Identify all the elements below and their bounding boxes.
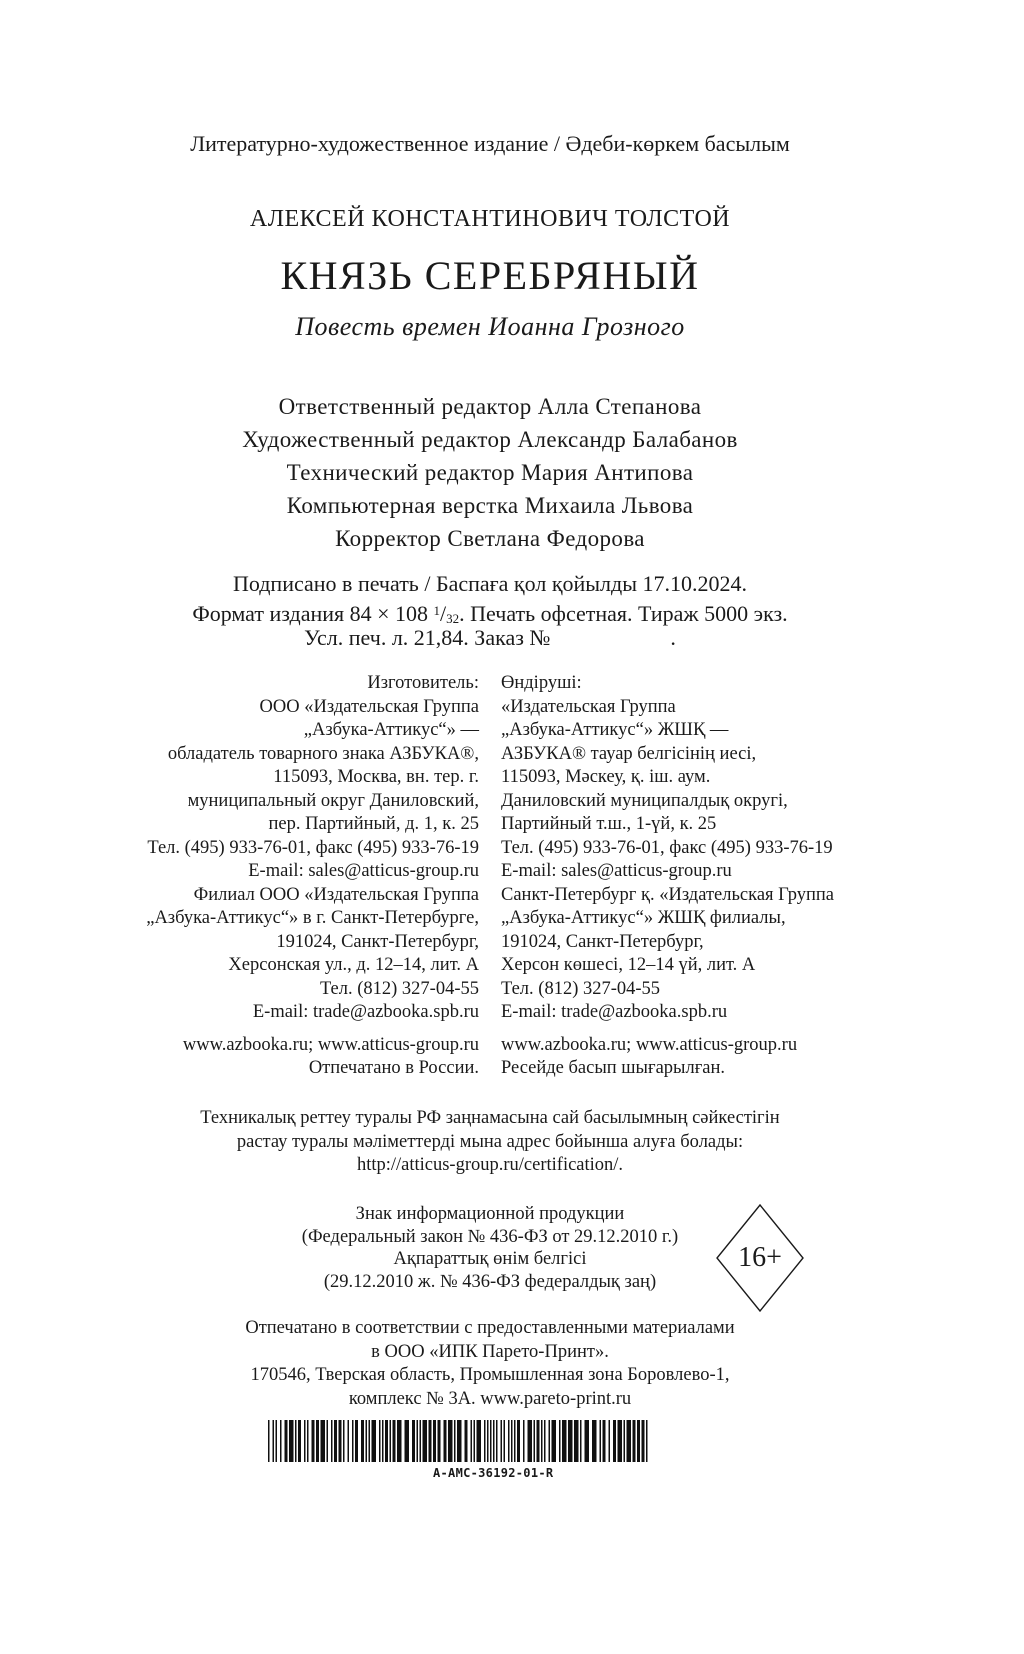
printer-line: в ООО «ИПК Парето-Принт». (371, 1341, 609, 1362)
note-line: растау туралы мәліметтерді мына адрес бойынша алуға болады: (236, 1131, 744, 1152)
barcode-bar (423, 1420, 428, 1462)
edition-type: Литературно-художественное издание / Әдеби-көркем басылым (190, 131, 790, 156)
barcode-bar (289, 1420, 294, 1462)
imprint-line: Ресейде басып шығарылған. (501, 1058, 726, 1078)
signed-date: Подписано в печать / Баспаға қол қойылды 17.10.2024. (232, 571, 748, 596)
imprint-russian (146, 672, 479, 1081)
sign-line: Ақпараттық өнім белгісі (393, 1249, 587, 1269)
barcode-bar (457, 1420, 462, 1462)
barcode-bar (609, 1420, 611, 1462)
barcode (268, 1420, 652, 1462)
imprint-line: E-mail: sales@atticus-group.ru (501, 861, 732, 881)
barcode-bar (568, 1420, 573, 1462)
imprint-line: Херсон көшесі, 12–14 үй, лит. А (501, 955, 756, 975)
barcode-bar (366, 1420, 368, 1462)
barcode-bar (268, 1420, 270, 1462)
barcode-bar (385, 1420, 388, 1462)
imprint-line: пер. Партийный, д. 1, к. 25 (268, 814, 479, 834)
barcode-bar (454, 1420, 456, 1462)
barcode-bar (627, 1420, 632, 1462)
barcode-bar (429, 1420, 432, 1462)
credit-line: Корректор Светлана Федорова (335, 526, 645, 551)
format-numerator: 1 (433, 603, 441, 618)
imprint-line: www.azbooka.ru; www.atticus-group.ru (501, 1034, 798, 1055)
imprint-line: Тел. (812) 327-04-55 (501, 978, 661, 999)
imprint-line: Отпечатано в России. (308, 1058, 479, 1078)
imprint-line: «Издательская Группа (501, 696, 676, 717)
imprint-kazakh (501, 672, 834, 1081)
barcode-bar (417, 1420, 419, 1462)
barcode-bar (504, 1420, 506, 1462)
imprint-line: 191024, Санкт-Петербург, (501, 931, 704, 952)
barcode-bar (280, 1420, 282, 1462)
imprint-line: „Азбука-Аттикус“» ЖШҚ — (501, 720, 729, 740)
barcode-bar (390, 1420, 392, 1462)
imprint-line: 115093, Мәскеу, қ. іш. аум. (501, 767, 711, 787)
barcode-bar (331, 1420, 333, 1462)
barcode-bar (304, 1420, 306, 1462)
imprint-line: Тел. (812) 327-04-55 (319, 978, 479, 999)
barcode-bar (348, 1420, 350, 1462)
imprint-line: E-mail: trade@azbooka.spb.ru (252, 1002, 479, 1022)
barcode-bar (321, 1420, 326, 1462)
barcode-bar (361, 1420, 364, 1462)
imprint-line: обладатель товарного знака АЗБУКА®, (167, 743, 479, 764)
sign-line: (Федеральный закон № 436-ФЗ от 29.12.2010 г.) (301, 1226, 679, 1247)
barcode-bar (343, 1420, 345, 1462)
format-line: Формат издания 84 × 108 $^1$/32. Печать офсетная. Тираж 5000 экз. (192, 601, 788, 626)
barcode-bar (541, 1420, 543, 1462)
sheets-end: . (670, 625, 676, 650)
imprint-line: Изготовитель: (367, 673, 479, 693)
barcode-bar (276, 1420, 278, 1462)
printer-line: Отпечатано в соответствии с предоставленными материалами (245, 1318, 735, 1338)
barcode-bar (372, 1420, 377, 1462)
barcode-bar (603, 1420, 606, 1462)
note-line: Техникалық реттеу туралы РФ заңнамасына сай басылымның сәйкестігін (200, 1108, 780, 1128)
tech-regulation-note (0, 1107, 1002, 1178)
book-title: КНЯЗЬ СЕРЕБРЯНЫЙ (280, 253, 700, 298)
barcode-bar (633, 1420, 636, 1462)
barcode-bar (295, 1420, 297, 1462)
barcode-bar (285, 1420, 288, 1462)
barcode-bar (273, 1420, 275, 1462)
barcode-bar (559, 1420, 561, 1462)
imprint-line: Санкт-Петербург қ. «Издательская Группа (501, 884, 834, 905)
imprint-line: „Азбука-Аттикус“» в г. Санкт-Петербурге, (146, 908, 479, 928)
barcode-bar (433, 1420, 436, 1462)
barcode-bar (298, 1420, 301, 1462)
barcode-bar (487, 1420, 489, 1462)
imprint-line: Өндіруші: (501, 673, 582, 693)
printer-info (0, 1317, 1002, 1411)
print-info (0, 570, 1002, 651)
printer-line: 170546, Тверская область, Промышленная зона Боровлево-1, (250, 1365, 730, 1385)
barcode-bar (517, 1420, 520, 1462)
sheets-line (0, 624, 1002, 651)
imprint-line: муниципальный округ Даниловский, (187, 790, 479, 811)
barcode-bar (312, 1420, 315, 1462)
book-subtitle: Повесть времен Иоанна Грозного (295, 312, 685, 341)
barcode-bar (438, 1420, 441, 1462)
age-rating-badge (715, 1203, 805, 1313)
barcode-bar (316, 1420, 319, 1462)
imprint-line: „Азбука-Аттикус“» — (303, 720, 479, 740)
credit-line: Художественный редактор Александр Балабанов (242, 427, 738, 452)
barcode-bar (393, 1420, 396, 1462)
barcode-bar (339, 1420, 342, 1462)
credit-line: Ответственный редактор Алла Степанова (278, 394, 702, 419)
barcode-bar (528, 1420, 533, 1462)
imprint-line: Даниловский муниципалдық округі, (501, 790, 788, 811)
barcode-bar (327, 1420, 329, 1462)
barcode-bar (544, 1420, 546, 1462)
author-name: АЛЕКСЕЙ КОНСТАНТИНОВИЧ ТОЛСТОЙ (249, 206, 731, 232)
imprint-line: „Азбука-Аттикус“» ЖШҚ филиалы, (501, 908, 786, 928)
format-denominator: 32 (446, 611, 460, 626)
barcode-bar (444, 1420, 447, 1462)
barcode-bar (511, 1420, 513, 1462)
barcode-bar (379, 1420, 381, 1462)
barcode-bar (412, 1420, 415, 1462)
imprint-line: ООО «Издательская Группа (259, 696, 479, 717)
barcode-bar (420, 1420, 422, 1462)
barcode-bar (618, 1420, 623, 1462)
imprint-line: Тел. (495) 933-76-01, факс (495) 933-76-19 (147, 837, 479, 858)
barcode-bar (355, 1420, 358, 1462)
barcode-bar (490, 1420, 492, 1462)
credits-list (0, 390, 1002, 555)
note-line: http://atticus-group.ru/certification/. (356, 1155, 624, 1175)
printer-line: комплекс № 3А. www.pareto-print.ru (348, 1388, 632, 1409)
barcode-bar (501, 1420, 503, 1462)
imprint-line: АЗБУКА® тауар белгісінің иесі, (501, 743, 757, 764)
barcode-bar (613, 1420, 616, 1462)
barcode-bar (405, 1420, 410, 1462)
barcode-bar (642, 1420, 645, 1462)
barcode-bar (534, 1420, 536, 1462)
barcode-bar (307, 1420, 309, 1462)
barcode-bar (562, 1420, 567, 1462)
imprint-line: 191024, Санкт-Петербург, (276, 931, 479, 952)
sign-line: Знак информационной продукции (355, 1204, 625, 1224)
barcode-bar (592, 1420, 597, 1462)
barcode-bar (600, 1420, 602, 1462)
barcode-bar (471, 1420, 473, 1462)
imprint-line: 115093, Москва, вн. тер. г. (273, 767, 479, 787)
barcode-bar (496, 1420, 498, 1462)
imprint-line: E-mail: trade@azbooka.spb.ru (501, 1002, 728, 1022)
barcode-bar (369, 1420, 371, 1462)
imprint-line: Херсонская ул., д. 12–14, лит. А (228, 955, 479, 975)
barcode-number: A-AMC-36192-01-R (433, 1466, 554, 1480)
barcode-bar (334, 1420, 337, 1462)
barcode-bar (624, 1420, 626, 1462)
imprint-line: E-mail: sales@atticus-group.ru (248, 861, 479, 881)
barcode-bar (382, 1420, 384, 1462)
barcode-bar (508, 1420, 510, 1462)
age-rating-label: 16+ (738, 1242, 782, 1273)
barcode-bar (552, 1420, 557, 1462)
sheets-text: Усл. печ. л. 21,84. Заказ № (304, 625, 551, 650)
barcode-bar (448, 1420, 453, 1462)
imprint-line: www.azbooka.ru; www.atticus-group.ru (182, 1034, 479, 1055)
info-product-sign (0, 1203, 1002, 1293)
barcode-bar (646, 1420, 648, 1462)
barcode-bar (352, 1420, 354, 1462)
barcode-bar (574, 1420, 579, 1462)
sign-line: (29.12.2010 ж. № 436-ФЗ федералдық заң) (323, 1271, 657, 1292)
barcode-bar (397, 1420, 402, 1462)
barcode-bar (465, 1420, 468, 1462)
format-text: Формат издания 84 × 108 (192, 601, 434, 626)
barcode-bar (493, 1420, 495, 1462)
barcode-bar (474, 1420, 476, 1462)
imprint-line: Тел. (495) 933-76-01, факс (495) 933-76-19 (501, 837, 833, 858)
barcode-bar (514, 1420, 516, 1462)
barcode-bar (537, 1420, 540, 1462)
imprint-line: Партийный т.ш., 1-үй, к. 25 (501, 814, 717, 834)
credit-line: Технический редактор Мария Антипова (286, 460, 694, 485)
barcode-bar (549, 1420, 551, 1462)
format-text-end: . Печать офсетная. Тираж 5000 экз. (459, 601, 788, 626)
barcode-bar (637, 1420, 640, 1462)
barcode-bar (523, 1420, 525, 1462)
barcode-bar (477, 1420, 482, 1462)
barcode-bar (580, 1420, 582, 1462)
barcode-bar (484, 1420, 486, 1462)
imprint-line: Филиал ООО «Издательская Группа (193, 884, 479, 905)
barcode-bar (585, 1420, 590, 1462)
credit-line: Компьютерная верстка Михаила Львова (286, 493, 694, 518)
